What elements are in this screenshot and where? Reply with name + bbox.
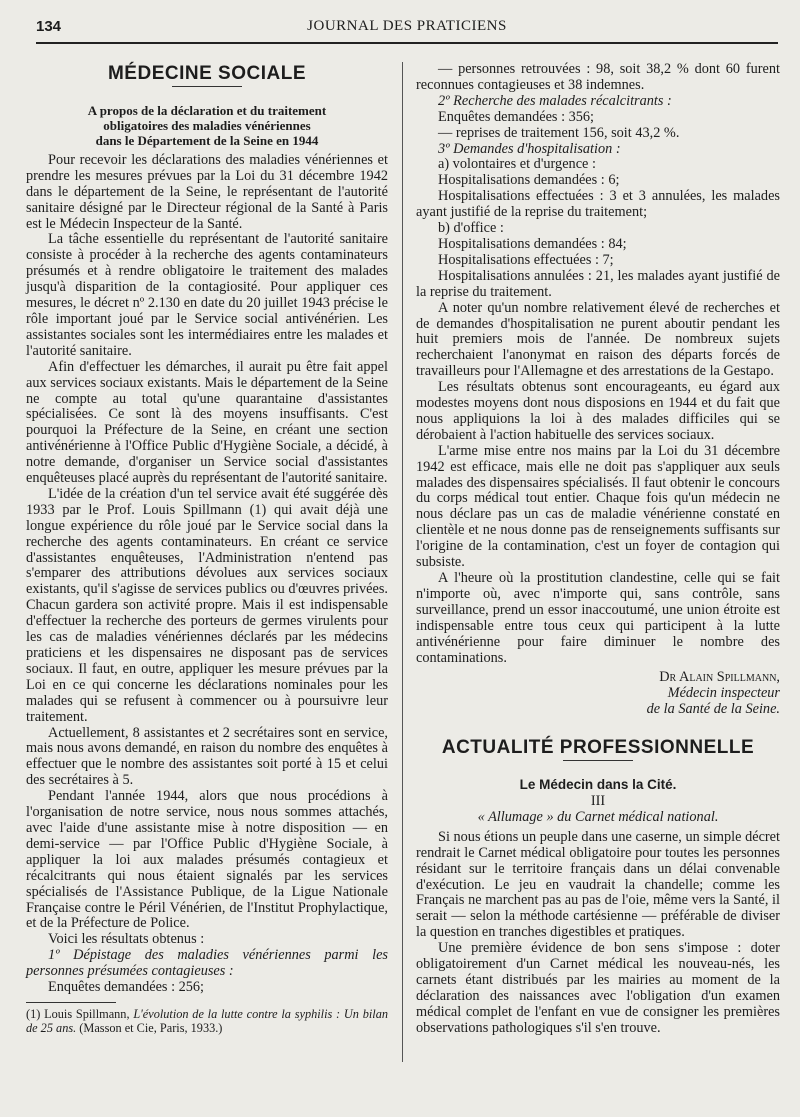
column-divider (402, 62, 403, 1062)
article-title: Le Médecin dans la Cité. (519, 777, 677, 793)
article-subheading (26, 103, 388, 148)
section-title-medecine-sociale: MÉDECINE SOCIALE (107, 63, 307, 84)
signature-affiliation: de la Santé de la Seine. (646, 701, 780, 718)
signature-block (416, 670, 780, 718)
subheading-line-2: obligatoires des maladies vénériennes (103, 117, 311, 133)
list-heading: 3º Demandes d'hospitalisation : (438, 140, 621, 157)
paragraph: Une première évidence de bon sens s'impose : doter obligatoirement d'un Carnet médical les nouveau-nés, les carnets étant distribués par les mairies au moment de la déclaration des naissances avec l'obligation d'un examen médical complet de l'enfant en vue de consigner les premières observations pathologiques s'il s'en trouve. (416, 940, 780, 1036)
signature-name: Dr Alain Spillmann, (659, 669, 780, 686)
paragraph: Les résultats obtenus sont encourageants, eu égard aux modestes moyens dont nous disposions en 1944 et du fait que nous appliquions la loi à des malades difficiles qui se dérobaient à l'action habituelle des services sociaux. (416, 379, 780, 443)
header-rule (36, 42, 778, 44)
paragraph: Pour recevoir les déclarations des maladies vénériennes et prendre les mesures prévues par la Loi du 31 décembre 1942 dans le département de la Seine, le représentant de l'autorité sanitaire désigné par le Directeur régional de la Santé à Paris est le Médecin Inspecteur de la Santé. (26, 151, 388, 232)
section-title-underline (563, 760, 633, 761)
list-item: Hospitalisations effectuées : 3 et 3 annulées, les malades ayant justifié de la reprise du traitement; (416, 188, 780, 221)
list-item: Enquêtes demandées : 256; (48, 979, 205, 996)
paragraph: Afin d'effectuer les démarches, il aurait pu être fait appel aux services sociaux existants. Mais le département de la Seine ne compte au total qu'une quarantaine d'assistantes spécialisées. Ce sont là des moyens insuffisants. C'est pourquoi la Préfecture de la Seine, en créant une section antivénérienne à l'Office Public d'Hygiène Sociale, a décidé, à notre demande, d'organiser un Service social d'assistantes enquêteuses placé auprès du représentant de l'autorité sanitaire. (26, 358, 388, 487)
paragraph: Pendant l'année 1944, alors que nous procédions à l'organisation de notre service, nous nous sommes attachés, avec l'aide d'une assistante mise à notre disposition — en demi-service — par l'Office Public d'Hygiène Sociale, à appliquer la loi aux malades présumés contagieux et récalcitrants qui nous étaient signalés par les services spécialisés de l'Assistance Publique, de la Ligue Nationale Française contre le Péril Vénérien, de l'Institut Prophylactique, et de la Préfecture de Police. (26, 788, 388, 932)
subheading-line-1: A propos de la déclaration et du traitement (87, 102, 327, 118)
paragraph: A noter qu'un nombre relativement élevé de recherches et de demandes d'hospitalisation ne purent aboutir pendant les huit premiers mois de l'année. De nombreux sujets recherchaient l'anonymat en raison des départs forcés de travailleurs pour l'Allemagne et des arrestations de la Gestapo. (416, 299, 780, 380)
list-item: a) volontaires et d'urgence : (438, 156, 596, 173)
page-number: 134 (36, 18, 62, 35)
paragraph: Si nous étions un peuple dans une caserne, un simple décret rendrait le Carnet médical obligatoire pour toutes les personnes résidant sur le territoire français dans un délai convenable d'exécution. Le jeu en vaudrait la chandelle; comme les Français ne marchent pas au pas de l'oie, même vers la Santé, il serait — selon la méthode cartésienne — préférable de diviser la question en tranches digestibles et pratiques. (416, 828, 780, 941)
list-item: Hospitalisations demandées : 84; (438, 235, 627, 252)
list-heading: 1º Dépistage des maladies vénériennes parmi les personnes présumées contagieuses : (26, 947, 388, 980)
article-number: III (590, 792, 606, 809)
footnote-title: L'évolution de la lutte contre la syphilis : Un bilan de 25 ans. (26, 1006, 388, 1035)
list-item: Hospitalisations effectuées : 7; (438, 251, 614, 268)
footnote-author: (1) Louis Spillmann, (26, 1006, 130, 1021)
left-column (26, 62, 388, 1035)
paragraph: A l'heure où la prostitution clandestine, celle qui se fait n'importe où, avec n'importe qui, sans contrôle, sans surveillance, prend un essor inaccoutumé, une union étroite est indispensable entre tous ceux qui participent à la lutte antivénérienne pour faire diminuer le nombre des contaminations. (416, 570, 780, 666)
list-item: b) d'office : (438, 220, 504, 237)
paragraph: Voici les résultats obtenus : (48, 931, 205, 948)
list-heading: 2º Recherche des malades récalcitrants : (438, 92, 672, 109)
journal-title: JOURNAL DES PRATICIENS (307, 18, 507, 34)
section-title-actualite-professionnelle: ACTUALITÉ PROFESSIONNELLE (441, 737, 755, 759)
list-item: Hospitalisations demandées : 6; (438, 172, 620, 189)
list-item: — personnes retrouvées : 98, soit 38,2 % dont 60 furent reconnues contagieuses et 38 indemnes. (416, 61, 780, 93)
paragraph: La tâche essentielle du représentant de l'autorité sanitaire consiste à procéder à la recherche des agents contaminateurs présumés et à rendre obligatoire le traitement des malades jusqu'à disparition de la contagiosité. Pour appliquer ces mesures, le décret nº 2.130 en date du 20 juillet 1943 précise le rôle important joué par le Service social antivénérien. Les assistantes sociales sont les intermédiaires entre les malades et l'autorité sanitaire. (26, 231, 388, 359)
page-header (36, 18, 778, 44)
paragraph: L'arme mise entre nos mains par la Loi du 31 décembre 1942 est efficace, mais elle ne doit pas s'appliquer aux seuls malades des dispensaires spécialisés. Il faut obtenir le concours du corps médical tout entier. Chaque fois qu'un médecin ne nous déclare pas un cas de maladie vénérienne constaté en clientèle et ne nous donne pas de renseignements suffisants sur l'origine de la contamination, c'est un foyer de contagion qui subsiste. (416, 442, 780, 571)
section-title-underline (172, 86, 242, 87)
footnote (26, 1007, 388, 1035)
list-item: Hospitalisations annulées : 21, les malades ayant justifié de la reprise du traitement. (416, 267, 780, 300)
list-item: Enquêtes demandées : 356; (438, 108, 595, 125)
signature-role: Médecin inspecteur (667, 685, 780, 702)
paragraph: L'idée de la création d'un tel service avait été suggérée dès 1933 par le Prof. Louis Spillmann (1) qui avait déjà une longue expérience du rôle joué par le Service social dans la recherche des agents contaminateurs. En créant ce service d'assistantes enquêteuses, l'Administration n'entend pas s'emparer des attributions dévolues aux services sociaux existants, qu'il s'agisse de services publics ou d'œuvres privées. Chacun gardera son activité propre. Mais il est indispensable d'effectuer la recherche des porteurs de germes virulents pour les cas de maladies vénériennes déclarés par les médecins praticiens et les dispensaires ne disposant pas de services sociaux. Il faut, en outre, appliquer les mesure prévues par la Loi en ce qui concerne les déclarations nominales pour les malades qui se refusent à commencer ou à poursuivre leur traitement. (26, 485, 388, 725)
footnote-publisher: (Masson et Cie, Paris, 1933.) (79, 1020, 223, 1035)
subheading-line-3: dans le Département de la Seine en 1944 (95, 132, 319, 148)
article-subtitle: « Allumage » du Carnet médical national. (477, 808, 719, 825)
list-item: — reprises de traitement 156, soit 43,2 %. (438, 124, 680, 141)
paragraph: Actuellement, 8 assistantes et 2 secrétaires sont en service, mais nous avons demandé, en raison du nombre des enquêtes à effectuer que le nombre des assistantes soit porté à 15 et celui des secrétaires à 5. (26, 724, 388, 789)
right-column (416, 62, 780, 1037)
footnote-rule (26, 1002, 116, 1003)
